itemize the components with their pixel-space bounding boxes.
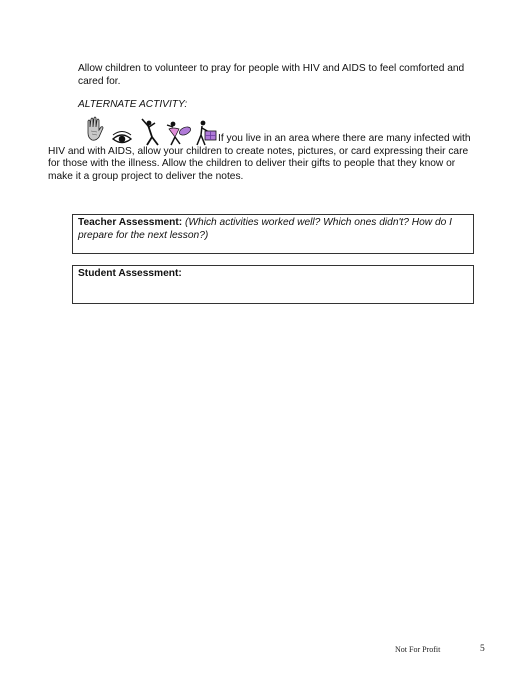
student-assessment-box[interactable]	[72, 265, 474, 304]
footer-text: Not For Profit	[395, 645, 441, 654]
teacher-assessment-box[interactable]	[72, 214, 474, 254]
teacher-assessment-label: Teacher Assessment:	[78, 217, 183, 228]
paragraph-pray: Allow children to volunteer to pray for people with HIV and AIDS to feel comforted and cared for.	[78, 63, 465, 87]
alternate-activity-text: If you live in an area where there are many infected with HIV and with AIDS, allow your children to create notes, pictures, or card expressing their care for those with the illness. Allow the children to deliver their gifts to people that they know or make it a group project to deliver the notes.	[48, 133, 471, 182]
page-number: 5	[480, 644, 485, 654]
teacher-assessment-prompt: (Which activities worked well? Which ones didn't? How do I prepare for the next lesson?)	[78, 217, 452, 241]
student-assessment-label: Student Assessment:	[78, 268, 182, 279]
alternate-activity-heading: ALTERNATE ACTIVITY:	[78, 99, 188, 110]
